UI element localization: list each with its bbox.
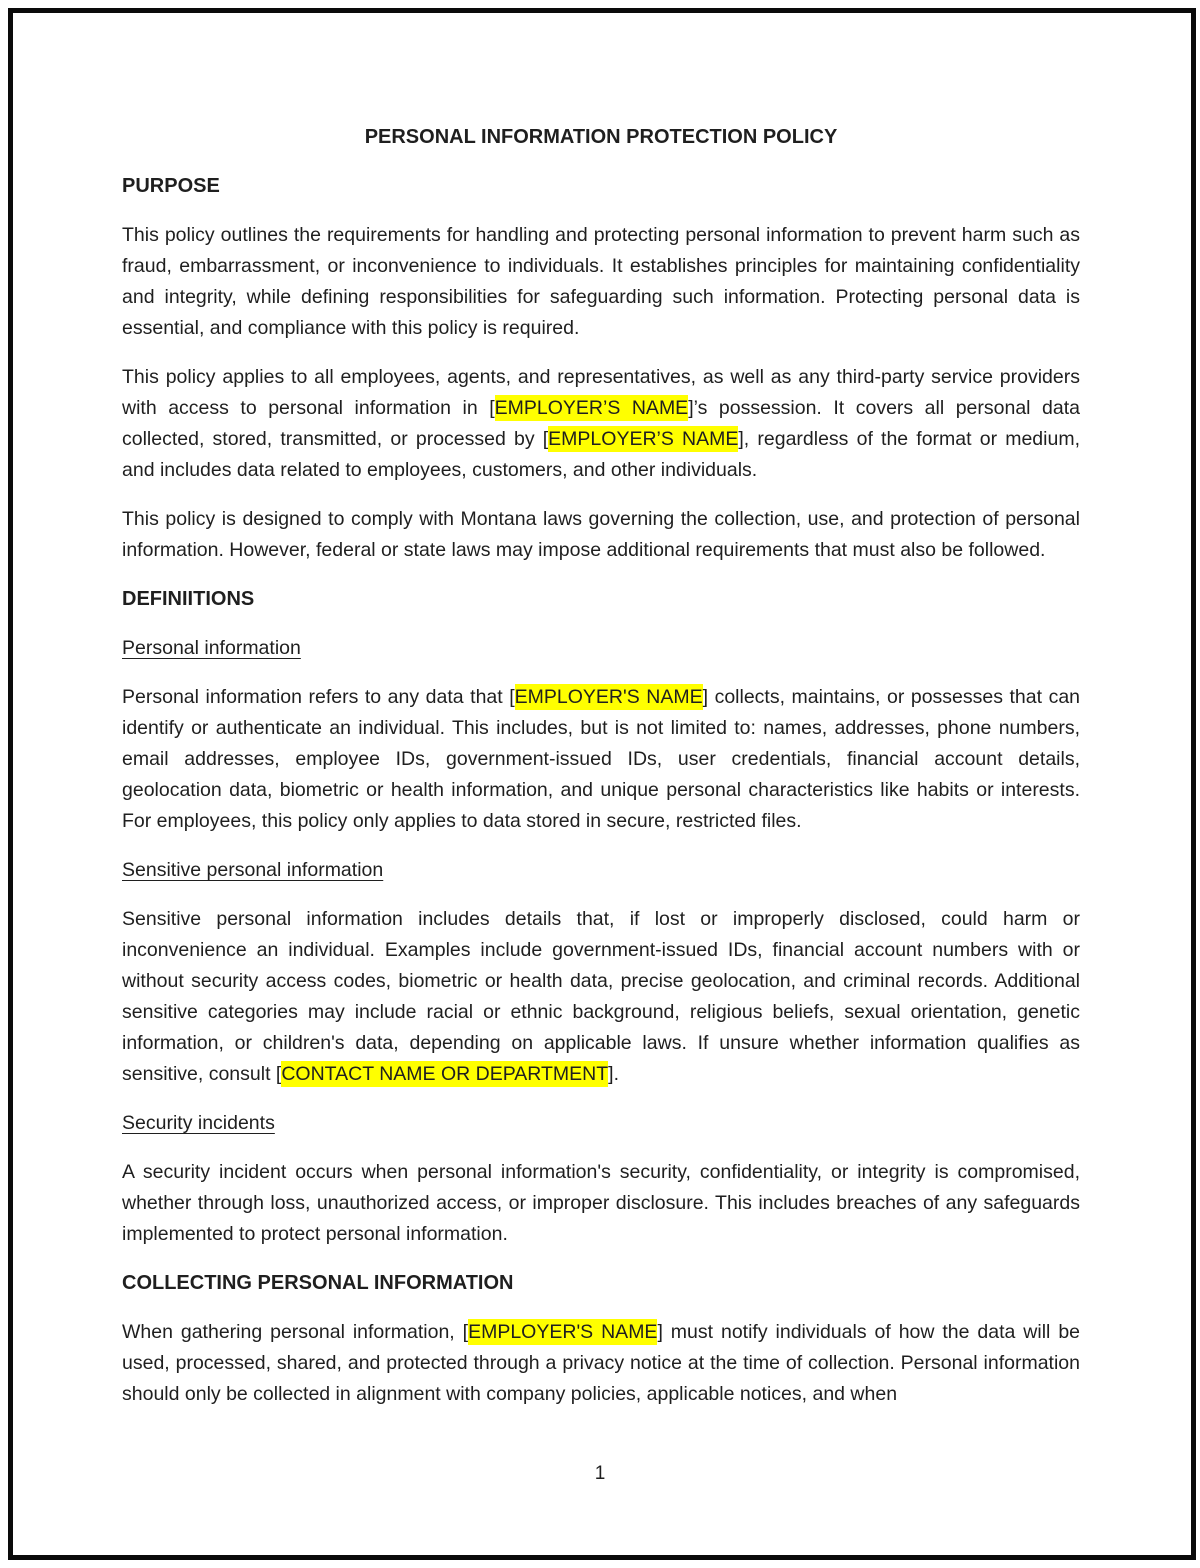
section-heading <box>122 1268 1080 1299</box>
document-title <box>122 122 1080 153</box>
highlighted-placeholder: EMPLOYER’S NAME <box>494 397 689 419</box>
paragraph <box>122 904 1080 1090</box>
highlighted-placeholder: CONTACT NAME OR DEPARTMENT <box>281 1063 609 1085</box>
text-segment: Security incidents <box>122 1112 275 1134</box>
sub-heading <box>122 855 1080 886</box>
text-segment: PURPOSE <box>122 175 220 197</box>
document-content <box>122 122 1080 1428</box>
highlighted-placeholder: EMPLOYER’S NAME <box>548 428 739 450</box>
text-segment: When gathering personal information, [ <box>122 1321 469 1343</box>
text-segment: This policy applies to all employees, agents, and representatives, as well as any third-party service providers with access to personal information in [ <box>122 366 1080 419</box>
text-segment: A security incident occurs when personal information's security, confidentiality, or integrity is compromised, whether through loss, unauthorized access, or improper disclosure. This includes breaches of any safeguards implemented to protect personal information. <box>122 1161 1080 1245</box>
text-segment: This policy outlines the requirements for handling and protecting personal information to prevent harm such as fraud, embarrassment, or inconvenience to individuals. It establishes principles for maintaining confidentiality and integrity, while defining responsibilities for safeguarding such information. Protecting personal data is essential, and compliance with this policy is required. <box>122 224 1080 339</box>
paragraph <box>122 682 1080 837</box>
sub-heading <box>122 633 1080 664</box>
page-number: 1 <box>594 1463 606 1484</box>
section-heading <box>122 584 1080 615</box>
paragraph <box>122 504 1080 566</box>
text-segment: Sensitive personal information includes details that, if lost or improperly disclosed, could harm or inconvenience an individual. Examples include government-issued IDs, financial account numbers with or without security access codes, biometric or health data, precise geolocation, and criminal records. Additional sensitive categories may include racial or ethnic background, religious beliefs, sexual orientation, genetic information, or children's data, depending on applicable laws. If unsure whether information qualifies as sensitive, consult [ <box>122 908 1080 1085</box>
paragraph <box>122 220 1080 344</box>
paragraph <box>122 1157 1080 1250</box>
text-segment: Sensitive personal information <box>122 859 384 881</box>
text-segment: Personal information <box>122 637 301 659</box>
text-segment: ], regardless of the format or medium, and includes data related to employees, customers, and other individuals. <box>122 428 1080 481</box>
text-segment: ]. <box>608 1063 619 1085</box>
section-heading <box>122 171 1080 202</box>
highlighted-placeholder: EMPLOYER'S NAME <box>514 686 703 708</box>
paragraph <box>122 1317 1080 1410</box>
paragraph <box>122 362 1080 486</box>
text-segment: PERSONAL INFORMATION PROTECTION POLICY <box>364 126 838 148</box>
text-segment: This policy is designed to comply with Montana laws governing the collection, use, and protection of personal information. However, federal or state laws may impose additional requirements that must also be followed. <box>122 508 1080 561</box>
sub-heading <box>122 1108 1080 1139</box>
text-segment: COLLECTING PERSONAL INFORMATION <box>122 1272 514 1294</box>
text-segment: DEFINIITIONS <box>122 588 255 610</box>
text-segment: ] must notify individuals of how the data will be used, processed, shared, and protected through a privacy notice at the time of collection. Personal information should only be collected in alignment with company policies, applicable notices, and when <box>122 1321 1081 1405</box>
text-segment: Personal information refers to any data that [ <box>122 686 515 708</box>
text-segment: ] collects, maintains, or possesses that can identify or authenticate an individual. This includes, but is not limited to: names, addresses, phone numbers, email addresses, employee IDs, government-issued IDs, user credentials, financial account details, geolocation data, biometric or health information, and unique personal characteristics like habits or interests. For employees, this policy only applies to data stored in secure, restricted files. <box>122 686 1081 832</box>
highlighted-placeholder: EMPLOYER'S NAME <box>468 1321 658 1343</box>
text-segment: ]’s possession. It covers all personal data collected, stored, transmitted, or processed by [ <box>122 397 1080 450</box>
